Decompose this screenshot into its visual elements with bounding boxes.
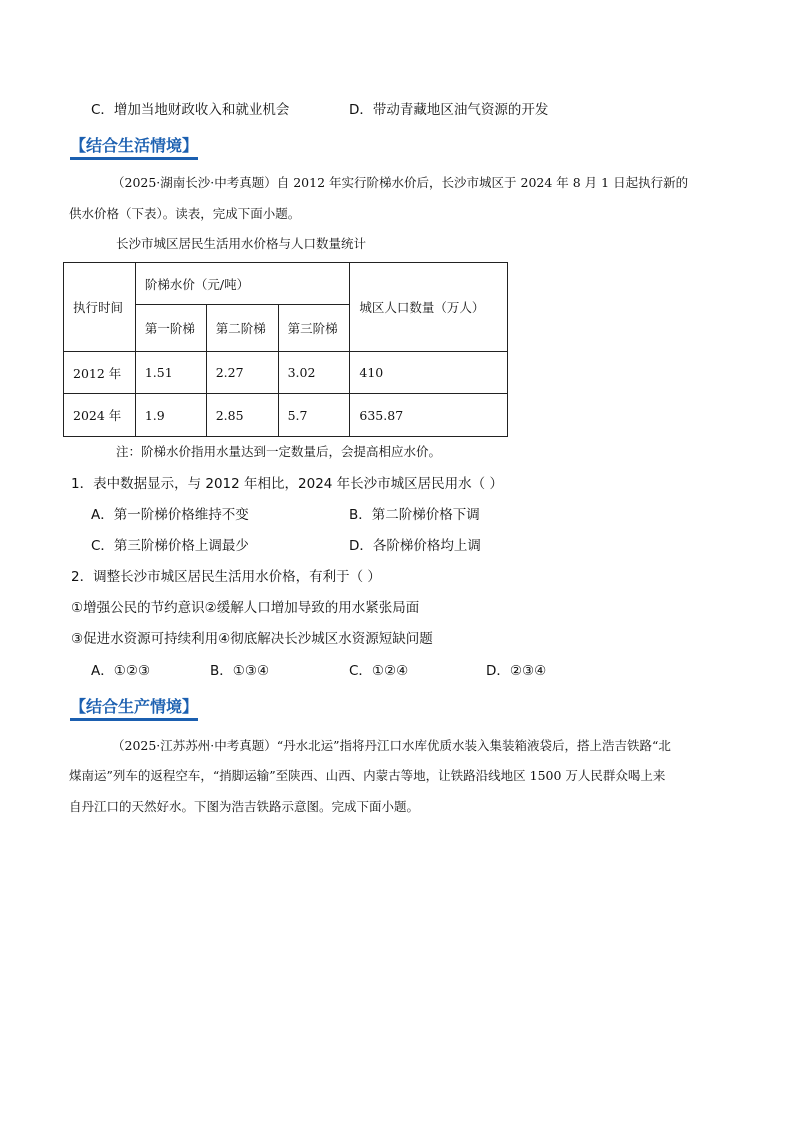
passage2-line3: 自丹江口的天然好水。下图为浩吉铁路示意图。完成下面小题。 bbox=[69, 799, 420, 814]
cell-tier3: 3.02 bbox=[278, 352, 350, 394]
table-note: 注：阶梯水价指用水量达到一定数量后，会提高相应水价。 bbox=[116, 444, 442, 459]
q1-option-a[interactable]: A．第一阶梯价格维持不变 bbox=[91, 507, 249, 523]
table-row bbox=[64, 352, 508, 394]
cell-tier1: 1.9 bbox=[135, 394, 206, 437]
q2-statements-2: ③促进水资源可持续利用④彻底解决长沙城区水资源短缺问题 bbox=[71, 631, 433, 647]
q2-statements-1: ①增强公民的节约意识②缓解人口增加导致的用水紧张局面 bbox=[71, 600, 420, 616]
q1-option-c[interactable]: C．第三阶梯价格上调最少 bbox=[91, 538, 249, 554]
q2-option-a[interactable]: A．①②③ bbox=[91, 663, 151, 679]
q2-stem: 2．调整长沙市城区居民生活用水价格，有利于（ ） bbox=[71, 569, 381, 585]
q2-option-c[interactable]: C．①②④ bbox=[349, 663, 409, 679]
header-tier3: 第三阶梯 bbox=[278, 305, 350, 352]
table-caption: 长沙市城区居民生活用水价格与人口数量统计 bbox=[116, 236, 367, 251]
q1-option-b[interactable]: B．第二阶梯价格下调 bbox=[349, 507, 480, 523]
cell-population: 410 bbox=[350, 352, 508, 394]
header-tier1: 第一阶梯 bbox=[135, 305, 206, 352]
passage2-line1: （2025·江苏苏州·中考真题）“丹水北运”指将丹江口水库优质水装入集装箱液袋后，搭上浩吉铁路“北 bbox=[112, 738, 671, 753]
header-time: 执行时间 bbox=[64, 263, 136, 352]
passage1-line2: 供水价格（下表）。读表，完成下面小题。 bbox=[69, 206, 301, 221]
passage1-line1: （2025·湖南长沙·中考真题）自 2012 年实行阶梯水价后，长沙市城区于 2024 年 8 月 1 日起执行新的 bbox=[112, 175, 689, 190]
table-row bbox=[64, 394, 508, 437]
q2-option-d[interactable]: D．②③④ bbox=[486, 663, 547, 679]
cell-year: 2012 年 bbox=[64, 352, 136, 394]
cell-tier2: 2.85 bbox=[206, 394, 278, 437]
section-heading-life: 【结合生活情境】 bbox=[70, 136, 198, 160]
q2-option-b[interactable]: B．①③④ bbox=[210, 663, 270, 679]
header-price-group: 阶梯水价（元/吨） bbox=[135, 263, 350, 305]
cell-population: 635.87 bbox=[350, 394, 508, 437]
q-prev-option-d: D．带动青藏地区油气资源的开发 bbox=[349, 102, 549, 118]
q1-option-d[interactable]: D．各阶梯价格均上调 bbox=[349, 538, 481, 554]
cell-tier1: 1.51 bbox=[135, 352, 206, 394]
q-prev-option-c: C．增加当地财政收入和就业机会 bbox=[91, 102, 290, 118]
section-heading-production: 【结合生产情境】 bbox=[70, 697, 198, 721]
header-tier2: 第二阶梯 bbox=[206, 305, 278, 352]
cell-year: 2024 年 bbox=[64, 394, 136, 437]
cell-tier2: 2.27 bbox=[206, 352, 278, 394]
cell-tier3: 5.7 bbox=[278, 394, 350, 437]
header-population: 城区人口数量（万人） bbox=[350, 263, 508, 352]
water-price-table bbox=[63, 262, 508, 437]
q1-stem: 1．表中数据显示，与 2012 年相比，2024 年长沙市城区居民用水（ ） bbox=[71, 476, 503, 492]
passage2-line2: 煤南运”列车的返程空车，“捎脚运输”至陕西、山西、内蒙古等地，让铁路沿线地区 1500 万人民群众喝上来 bbox=[69, 768, 666, 783]
